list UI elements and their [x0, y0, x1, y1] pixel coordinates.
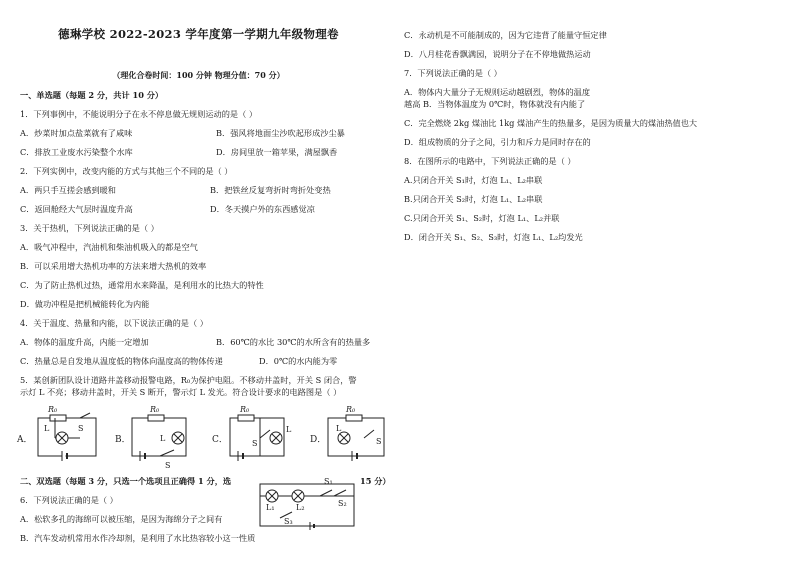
q1-option-d: D．房间里放一箱苹果，满屋飘香	[216, 147, 338, 157]
q7-option-a: A．物体内大量分子无规则运动越剧烈，物体的温度	[404, 87, 591, 97]
q2-option-b: B．把铁丝反复弯折时弯折处变热	[210, 185, 331, 195]
q1-option-b: B．强风将地面尘沙吹起形成沙尘暴	[216, 128, 345, 138]
q6-option-c: C．永动机是不可能制成的，因为它违背了能量守恒定律	[404, 30, 607, 40]
svg-text:S₂: S₂	[338, 499, 347, 508]
section-heading-double-choice: 二、双选题（每题 3 分，只选一个选项且正确得 1 分，选	[20, 476, 232, 486]
question-8: 8．在图所示的电路中，下列说法正确的是（ ）	[404, 156, 576, 166]
q3-option-c: C．为了防止热机过热，通常用水来降温，是利用水的比热大的特性	[20, 280, 264, 290]
svg-text:R₀: R₀	[150, 405, 160, 414]
q6-option-d: D．八月桂花香飘满园，说明分子在不停地做热运动	[404, 49, 591, 59]
section-heading-single-choice: 一、单选题（每题 2 分，共计 10 分）	[20, 90, 164, 100]
circuit-option-c	[212, 405, 292, 461]
q4-option-c: C．热量总是自发地从温度低的物体向温度高的物体传递	[20, 356, 223, 366]
q4-option-d: D．0℃的水内能为零	[259, 356, 338, 366]
q5-circuit-diagrams	[0, 400, 397, 472]
svg-text:R₀: R₀	[48, 405, 58, 414]
svg-text:L₂: L₂	[296, 503, 305, 512]
svg-text:S₁: S₁	[324, 477, 333, 486]
q7-option-b: 越高 B．当物体温度为 0℃时，物体就没有内能了	[404, 99, 586, 109]
circuit-label-d: D．	[310, 435, 327, 445]
question-1: 1．下列事例中，不能说明分子在永不停息做无规则运动的是（ ）	[20, 109, 258, 119]
question-4: 4．关于温度、热量和内能，以下说法正确的是（ ）	[20, 318, 208, 328]
svg-text:L: L	[160, 434, 166, 443]
svg-text:L: L	[44, 424, 50, 433]
q8-circuit-diagram	[250, 470, 362, 532]
q4-option-b: B．60℃的水比 30℃的水所含有的热量多	[216, 337, 371, 347]
q8-option-b: B.只闭合开关 S₂时，灯泡 L₁、L₂串联	[404, 194, 543, 204]
q8-option-d: D．闭合开关 S₁、S₂、S₃时，灯泡 L₁、L₂均发光	[404, 232, 583, 242]
svg-text:S: S	[376, 437, 382, 446]
q6-option-a: A．松软多孔的海绵可以被压缩，是因为海绵分子之间有	[20, 514, 223, 524]
question-5-line-1: 5．某创新团队设计道路井盖移动报警电路，R₀为保护电阻。不移动井盖时，开关 S 闭合，警	[20, 375, 357, 385]
question-3: 3．关于热机，下列说法正确的是（ ）	[20, 223, 159, 233]
circuit-option-b	[115, 405, 186, 470]
q2-option-d: D．冬天摸户外的东西感觉凉	[210, 204, 315, 214]
q1-option-c: C．排放工业废水污染整个水库	[20, 147, 133, 157]
svg-text:L₁: L₁	[266, 503, 275, 512]
q1-option-a: A．炒菜时加点盐菜就有了咸味	[20, 128, 133, 138]
circuit-option-a	[16, 405, 96, 461]
q3-option-b: B．可以采用增大热机功率的方法来增大热机的效率	[20, 261, 207, 271]
section-heading-double-choice-tail: 15 分）	[360, 476, 391, 486]
question-2: 2．下列实例中，改变内能的方式与其他三个不同的是（ ）	[20, 166, 233, 176]
q2-option-c: C．返回舱经大气层时温度升高	[20, 204, 133, 214]
circuit-label-a: A．	[17, 435, 33, 445]
question-6: 6．下列说法正确的是（ ）	[20, 495, 118, 505]
q7-option-c: C．完全燃烧 2kg 煤油比 1kg 煤油产生的热量多，是因为质量大的煤油热值也大	[404, 118, 698, 128]
q8-option-a: A.只闭合开关 S₁时，灯泡 L₁、L₂串联	[404, 175, 543, 185]
svg-text:S: S	[252, 439, 258, 448]
svg-text:S: S	[165, 461, 171, 470]
question-7: 7．下列说法正确的是（ ）	[404, 68, 502, 78]
q7-option-d: D．组成物质的分子之间，引力和斥力是同时存在的	[404, 137, 591, 147]
question-5-line-2: 示灯 L 不亮；移动井盖时，开关 S 断开，警示灯 L 发光。符合设计要求的电路图是（ ）	[20, 387, 342, 397]
svg-text:L: L	[336, 424, 342, 433]
svg-text:R₀: R₀	[346, 405, 356, 414]
exam-info: （理化合卷时间：100 分钟 物理分值：70 分）	[112, 70, 285, 80]
circuit-option-d	[310, 405, 384, 461]
q4-option-a: A．物体的温度升高，内能一定增加	[20, 337, 149, 347]
circuit-label-b: B．	[115, 435, 131, 445]
q3-option-a: A．吸气冲程中，汽油机和柴油机吸入的都是空气	[20, 242, 198, 252]
q3-option-d: D．做功冲程是把机械能转化为内能	[20, 299, 150, 309]
q8-option-c: C.只闭合开关 S₁、S₂时，灯泡 L₁、L₂并联	[404, 213, 560, 223]
exam-title: 德琳学校 2022-2023 学年度第一学期九年级物理卷	[58, 27, 339, 41]
q6-option-b: B．汽车发动机常用水作冷却剂，是利用了水比热容较小这一性质	[20, 533, 256, 543]
circuit-label-c: C．	[212, 435, 228, 445]
q2-option-a: A．两只手互搓会感到暖和	[20, 185, 116, 195]
svg-text:R₀: R₀	[240, 405, 250, 414]
svg-text:S: S	[78, 424, 84, 433]
svg-text:L: L	[286, 425, 292, 434]
svg-text:S₃: S₃	[284, 517, 293, 526]
